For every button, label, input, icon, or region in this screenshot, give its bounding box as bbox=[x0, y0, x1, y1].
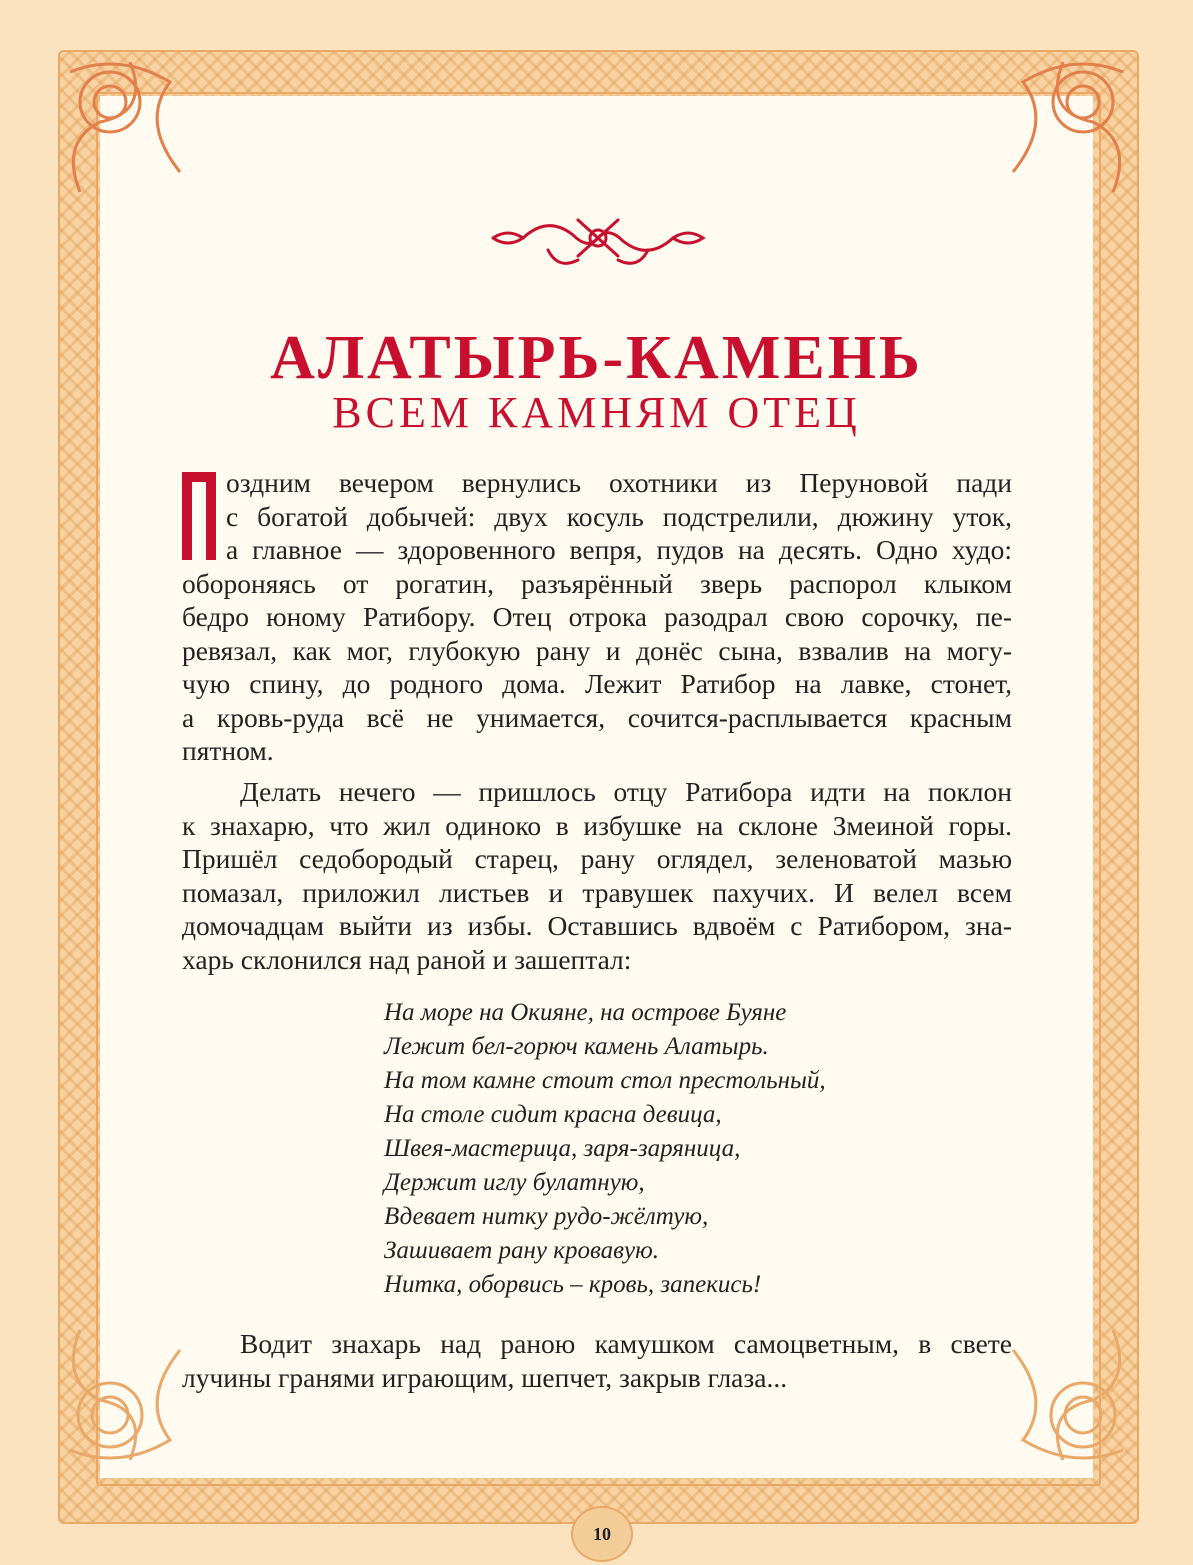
chapter-subtitle: ВСЕМ КАМНЯМ ОТЕЦ bbox=[332, 388, 861, 437]
paragraph-line: помазал, приложил листьев и травушек пахучих. И велел всем bbox=[182, 876, 1012, 908]
paragraph-line: харь склонился над раной и зашептал: bbox=[182, 943, 632, 975]
paragraph-3 bbox=[182, 1327, 1012, 1394]
paragraph-line: лучины гранями играющим, шепчет, закрыв глаза... bbox=[182, 1361, 788, 1393]
corner-knot-ornament-bottom-right bbox=[1003, 1320, 1133, 1470]
paragraph-line: оздним вечером вернулись охотники из Перуновой пади bbox=[226, 467, 1012, 498]
paragraph-line: чую спину, до родного дома. Лежит Ратибор на лавке, стонет, bbox=[182, 668, 1012, 699]
header-ornament bbox=[488, 200, 708, 280]
poem-line: Нитка, оборвись – кровь, запекись! bbox=[384, 1271, 762, 1298]
paragraph-line: домочадцам выйти из избы. Оставшись вдвоём с Ратибором, зна- bbox=[182, 910, 1012, 941]
corner-knot-ornament-top-right bbox=[1003, 52, 1133, 202]
page-number: 10 bbox=[571, 1506, 633, 1562]
poem-line: Держит иглу булатную, bbox=[384, 1169, 645, 1196]
poem-line: На том камне стоит стол престольный, bbox=[384, 1067, 826, 1094]
paragraph-line: пятном. bbox=[182, 735, 274, 766]
incantation-poem bbox=[384, 996, 984, 1302]
poem-line: Вдевает нитку рудо-жёлтую, bbox=[384, 1203, 709, 1230]
paragraph-line: обороняясь от рогатин, разъярённый зверь распорол клыком bbox=[182, 567, 1012, 599]
paragraph-line: а кровь-руда всё не унимается, сочится-расплывается красным bbox=[182, 701, 1012, 733]
poem-line: На столе сидит красна девица, bbox=[384, 1101, 722, 1128]
paragraph-line: Водит знахарь над раною камушком самоцветным, в свете bbox=[240, 1328, 1012, 1359]
paragraph-line: бедро юному Ратибору. Отец отрока разодрал свою сорочку, пе- bbox=[182, 601, 1012, 632]
poem-line: Зашивает рану кровавую. bbox=[384, 1237, 659, 1264]
paragraph-line: с богатой добычей: двух косуль подстрелили, дюжину уток, bbox=[226, 500, 1012, 532]
paragraph-line: к знахарю, что жил одиноко в избушке на склоне Змеиной горы. bbox=[182, 809, 1012, 841]
paragraph-line: Делать нечего — пришлось отцу Ратибора идти на поклон bbox=[240, 776, 1012, 807]
chapter-title: АЛАТЫРЬ-КАМЕНЬ bbox=[270, 324, 923, 392]
paragraph-1 bbox=[182, 466, 1012, 768]
corner-knot-ornament-bottom-left bbox=[60, 1320, 190, 1470]
corner-knot-ornament-top-left bbox=[60, 52, 190, 202]
paragraph-line: а главное — здоровенного вепря, пудов на десять. Одно худо: bbox=[226, 534, 1012, 565]
poem-line: Лежит бел-горюч камень Алатырь. bbox=[384, 1033, 769, 1060]
paragraph-line: Пришёл седобородый старец, рану оглядел, зеленоватой мазью bbox=[182, 843, 1012, 874]
poem-line: На море на Окияне, на острове Буяне bbox=[384, 999, 787, 1026]
paragraph-2 bbox=[182, 775, 1012, 976]
paragraph-line: ревязал, как мог, глубокую рану и донёс сына, взвалив на могу- bbox=[182, 634, 1012, 666]
poem-line: Швея-мастерица, заря-заряница, bbox=[384, 1135, 741, 1162]
